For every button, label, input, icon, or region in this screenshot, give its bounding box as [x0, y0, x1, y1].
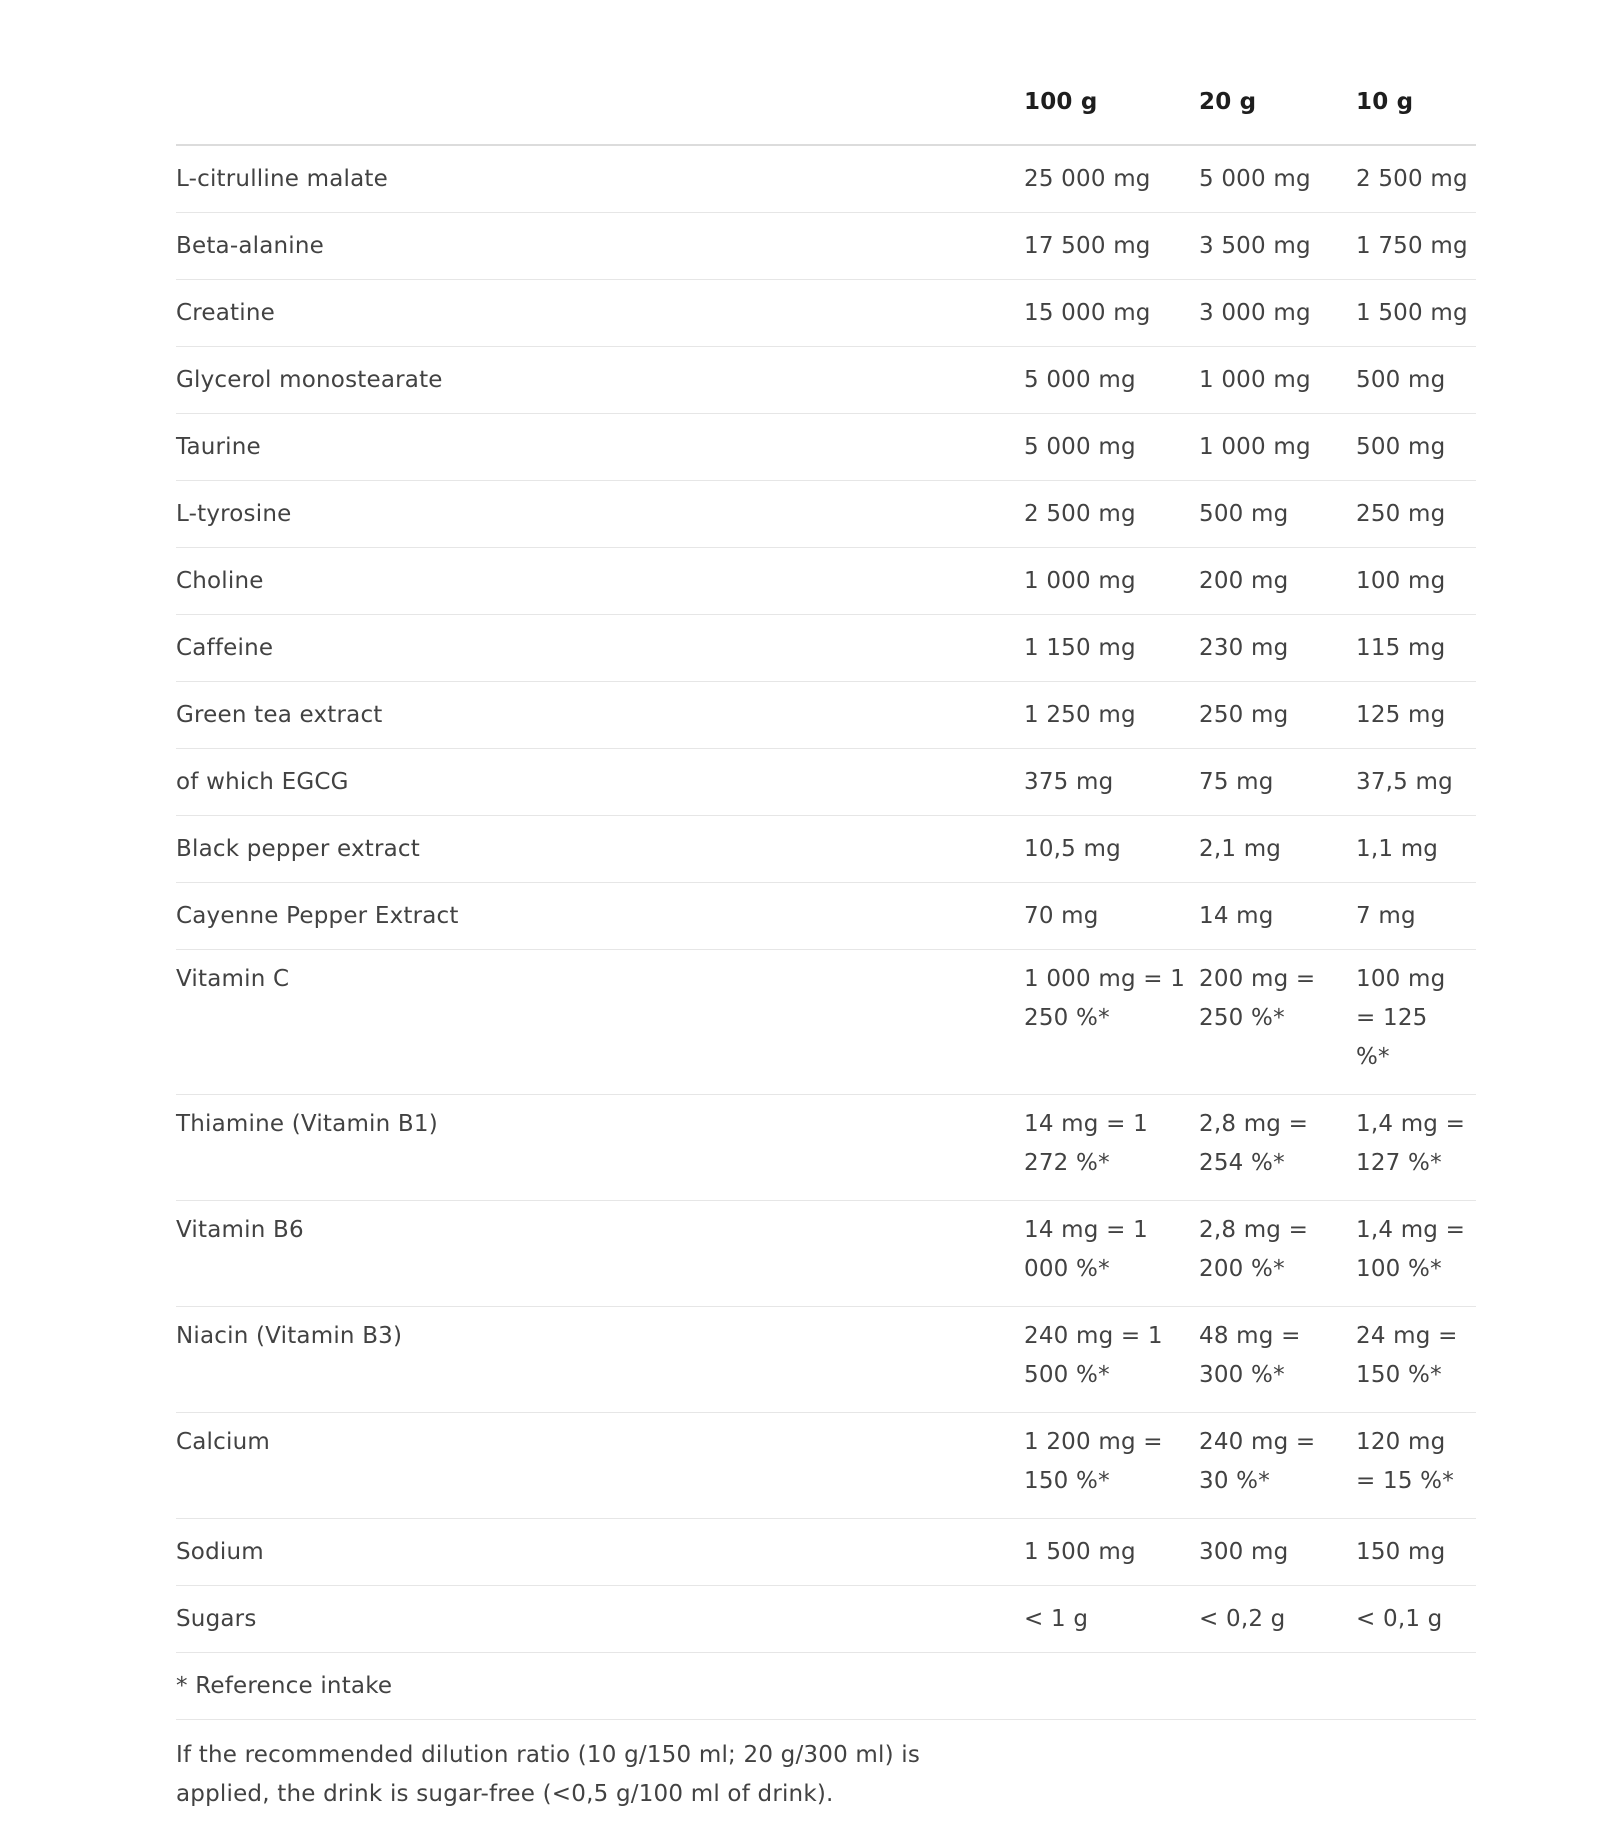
ingredient-name: L-citrulline malate: [176, 145, 1024, 213]
value-100g: 2 500 mg: [1024, 481, 1199, 548]
table-row: [176, 749, 1476, 816]
reference-intake-footnote: * Reference intake: [176, 1653, 1476, 1720]
value-10g: 500 mg: [1356, 414, 1476, 481]
value-100g: 1 250 mg: [1024, 682, 1199, 749]
table-row: [176, 414, 1476, 481]
value-100g: 240 mg = 1 500 %*: [1024, 1307, 1199, 1413]
value-20g: 200 mg = 250 %*: [1199, 950, 1356, 1095]
nutrition-table: [176, 70, 1476, 1720]
value-100g: 5 000 mg: [1024, 347, 1199, 414]
value-20g: 3 500 mg: [1199, 213, 1356, 280]
table-row: [176, 280, 1476, 347]
value-20g: 1 000 mg: [1199, 347, 1356, 414]
value-100g: 1 500 mg: [1024, 1519, 1199, 1586]
table-row: [176, 481, 1476, 548]
header-100g: 100 g: [1024, 70, 1199, 145]
value-10g: 125 mg: [1356, 682, 1476, 749]
table-row: [176, 347, 1476, 414]
value-10g: 2 500 mg: [1356, 145, 1476, 213]
value-20g: 1 000 mg: [1199, 414, 1356, 481]
table-row: [176, 883, 1476, 950]
value-100g: 10,5 mg: [1024, 816, 1199, 883]
value-100g: 1 000 mg: [1024, 548, 1199, 615]
value-10g: 500 mg: [1356, 347, 1476, 414]
ingredient-name: Creatine: [176, 280, 1024, 347]
table-row: [176, 682, 1476, 749]
table-row: [176, 213, 1476, 280]
header-ingredient: [176, 70, 1024, 145]
value-10g: < 0,1 g: [1356, 1586, 1476, 1653]
ingredient-name: L-tyrosine: [176, 481, 1024, 548]
table-row: [176, 548, 1476, 615]
value-10g: 120 mg = 15 %*: [1356, 1413, 1476, 1519]
value-100g: 14 mg = 1 000 %*: [1024, 1201, 1199, 1307]
table-header-row: [176, 70, 1476, 145]
value-100g: 25 000 mg: [1024, 145, 1199, 213]
table-row: [176, 1413, 1476, 1519]
value-20g: 75 mg: [1199, 749, 1356, 816]
ingredient-name: Black pepper extract: [176, 816, 1024, 883]
value-10g: 115 mg: [1356, 615, 1476, 682]
dilution-note: If the recommended dilution ratio (10 g/150 ml; 20 g/300 ml) is applied, the drink is sugar-free (<0,5 g/100 ml of drink).: [176, 1742, 921, 1807]
ingredient-name: Beta-alanine: [176, 213, 1024, 280]
value-20g: 14 mg: [1199, 883, 1356, 950]
table-row: [176, 1201, 1476, 1307]
ingredient-name: Cayenne Pepper Extract: [176, 883, 1024, 950]
ingredient-name: Glycerol monostearate: [176, 347, 1024, 414]
value-100g: 15 000 mg: [1024, 280, 1199, 347]
ingredient-name: Choline: [176, 548, 1024, 615]
table-row: [176, 615, 1476, 682]
ingredient-name: Green tea extract: [176, 682, 1024, 749]
nutrition-section: [176, 70, 1476, 1814]
table-row: [176, 816, 1476, 883]
ingredient-name: Thiamine (Vitamin B1): [176, 1095, 1024, 1201]
table-row: [176, 145, 1476, 213]
table-row: [176, 1307, 1476, 1413]
value-10g: 37,5 mg: [1356, 749, 1476, 816]
value-10g: 250 mg: [1356, 481, 1476, 548]
ingredient-name: Sugars: [176, 1586, 1024, 1653]
value-20g: < 0,2 g: [1199, 1586, 1356, 1653]
value-20g: 300 mg: [1199, 1519, 1356, 1586]
value-100g: 70 mg: [1024, 883, 1199, 950]
value-20g: 2,1 mg: [1199, 816, 1356, 883]
table-row: [176, 1095, 1476, 1201]
value-100g: 1 200 mg = 150 %*: [1024, 1413, 1199, 1519]
value-10g: 100 mg = 125 %*: [1356, 950, 1476, 1095]
value-100g: 5 000 mg: [1024, 414, 1199, 481]
value-20g: 250 mg: [1199, 682, 1356, 749]
value-20g: 2,8 mg = 254 %*: [1199, 1095, 1356, 1201]
value-100g: < 1 g: [1024, 1586, 1199, 1653]
value-10g: 150 mg: [1356, 1519, 1476, 1586]
ingredient-name: Vitamin B6: [176, 1201, 1024, 1307]
value-100g: 1 150 mg: [1024, 615, 1199, 682]
table-row: [176, 950, 1476, 1095]
value-10g: 7 mg: [1356, 883, 1476, 950]
value-20g: 500 mg: [1199, 481, 1356, 548]
value-20g: 48 mg = 300 %*: [1199, 1307, 1356, 1413]
value-100g: 375 mg: [1024, 749, 1199, 816]
value-10g: 100 mg: [1356, 548, 1476, 615]
value-20g: 200 mg: [1199, 548, 1356, 615]
value-10g: 24 mg = 150 %*: [1356, 1307, 1476, 1413]
value-10g: 1,4 mg = 100 %*: [1356, 1201, 1476, 1307]
ingredient-name: Niacin (Vitamin B3): [176, 1307, 1024, 1413]
ingredient-name: Caffeine: [176, 615, 1024, 682]
value-20g: 240 mg = 30 %*: [1199, 1413, 1356, 1519]
ingredient-name: Sodium: [176, 1519, 1024, 1586]
table-row: [176, 1519, 1476, 1586]
ingredient-name: Calcium: [176, 1413, 1024, 1519]
table-row: [176, 1586, 1476, 1653]
value-10g: 1 750 mg: [1356, 213, 1476, 280]
header-20g: 20 g: [1199, 70, 1356, 145]
value-10g: 1 500 mg: [1356, 280, 1476, 347]
footnote-row: [176, 1653, 1476, 1720]
value-10g: 1,1 mg: [1356, 816, 1476, 883]
value-20g: 2,8 mg = 200 %*: [1199, 1201, 1356, 1307]
value-100g: 1 000 mg = 1 250 %*: [1024, 950, 1199, 1095]
value-100g: 14 mg = 1 272 %*: [1024, 1095, 1199, 1201]
value-20g: 5 000 mg: [1199, 145, 1356, 213]
ingredient-name: Vitamin C: [176, 950, 1024, 1095]
header-10g: 10 g: [1356, 70, 1476, 145]
value-10g: 1,4 mg = 127 %*: [1356, 1095, 1476, 1201]
ingredient-name: of which EGCG: [176, 749, 1024, 816]
value-20g: 230 mg: [1199, 615, 1356, 682]
value-100g: 17 500 mg: [1024, 213, 1199, 280]
ingredient-name: Taurine: [176, 414, 1024, 481]
value-20g: 3 000 mg: [1199, 280, 1356, 347]
